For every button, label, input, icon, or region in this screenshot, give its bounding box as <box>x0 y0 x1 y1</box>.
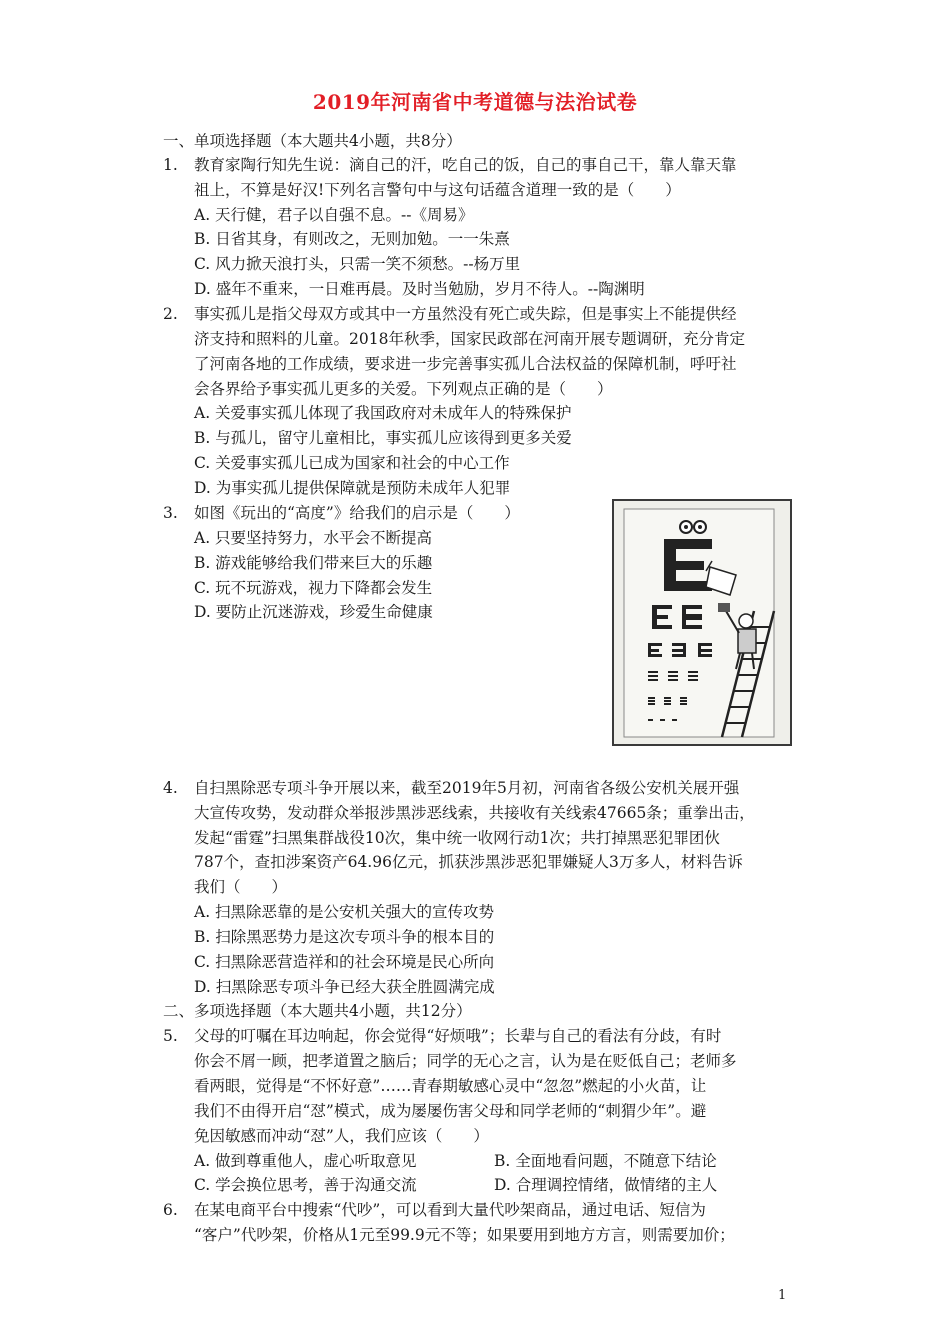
question-number: 6. <box>163 1201 178 1219</box>
question-number: 3. <box>163 504 178 522</box>
question-text-line: 教育家陶行知先生说：滴自己的汗，吃自己的饭，自己的事自己干，靠人靠天靠 <box>194 156 737 174</box>
option-b: B. 与孤儿，留守儿童相比，事实孤儿应该得到更多关爱 <box>194 429 572 447</box>
question-text-line: 我们（ ） <box>194 878 288 896</box>
option-a: A. 天行健，君子以自强不息。--《周易》 <box>194 206 474 224</box>
question-text-line: 发起“雷霆”扫黑集群战役10次，集中统一收网行动1次；共打掉黑恶犯罪团伙 <box>194 829 720 847</box>
question-text-line: 我们不由得开启“怼”模式，成为屡屡伤害父母和同学老师的“刺猬少年”。避 <box>194 1102 707 1120</box>
option-d: D. 合理调控情绪，做情绪的主人 <box>494 1176 718 1194</box>
option-a: A. 关爱事实孤儿体现了我国政府对未成年人的特殊保护 <box>194 404 572 422</box>
option-b: B. 扫除黑恶势力是这次专项斗争的根本目的 <box>194 928 495 946</box>
option-a: A. 做到尊重他人，虚心听取意见 <box>194 1152 417 1170</box>
question-number: 4. <box>163 779 178 797</box>
question-text-line: 济支持和照料的儿童。2018年秋季，国家民政部在河南开展专题调研，充分肯定 <box>194 330 745 348</box>
option-c: C. 关爱事实孤儿已成为国家和社会的中心工作 <box>194 454 510 472</box>
question-number: 2. <box>163 305 178 323</box>
option-c: C. 风力掀天浪打头，只需一笑不须愁。--杨万里 <box>194 255 521 273</box>
question-text-line: 大宣传攻势，发动群众举报涉黑涉恶线索，共接收有关线索47665条；重拳出击， <box>194 804 755 822</box>
question-number: 1. <box>163 156 178 174</box>
section-heading-single-choice: 一、单项选择题（本大题共4小题，共8分） <box>163 132 462 150</box>
question-text-line: 如图《玩出的“高度”》给我们的启示是（ ） <box>194 504 520 522</box>
question-number: 5. <box>163 1027 178 1045</box>
question-text-line: 事实孤儿是指父母双方或其中一方虽然没有死亡或失踪，但是事实上不能提供经 <box>194 305 737 323</box>
question-text-line: 了河南各地的工作成绩，要求进一步完善事实孤儿合法权益的保障机制，呼吁社 <box>194 355 737 373</box>
question-text-line: 787个，查扣涉案资产64.96亿元，抓获涉黑涉恶犯罪嫌疑人3万多人，材料告诉 <box>194 853 743 871</box>
option-d: D. 盛年不重来，一日难再晨。及时当勉励，岁月不待人。--陶渊明 <box>194 280 645 298</box>
question-text-line: 在某电商平台中搜索“代吵”，可以看到大量代吵架商品，通过电话、短信为 <box>194 1201 706 1219</box>
option-c: C. 玩不玩游戏，视力下降都会发生 <box>194 579 433 597</box>
question-text-line: 自扫黑除恶专项斗争开展以来，截至2019年5月初，河南省各级公安机关展开强 <box>194 779 740 797</box>
eye-chart-cartoon-image <box>612 499 792 746</box>
option-c: C. 扫黑除恶营造祥和的社会环境是民心所向 <box>194 953 495 971</box>
question-text-line: 看两眼，觉得是“不怀好意”……青春期敏感心灵中“忽忽”燃起的小火苗，让 <box>194 1077 707 1095</box>
question-text-line: 祖上，不算是好汉!下列名言警句中与这句话蕴含道理一致的是（ ） <box>194 181 681 199</box>
question-text-line: 会各界给予事实孤儿更多的关爱。下列观点正确的是（ ） <box>194 380 613 398</box>
section-heading-multiple-choice: 二、多项选择题（本大题共4小题，共12分） <box>163 1002 472 1020</box>
question-text-line: “客户”代吵架，价格从1元至99.9元不等；如果要用到地方方言，则需要加价； <box>194 1226 735 1244</box>
option-d: D. 要防止沉迷游戏，珍爱生命健康 <box>194 603 433 621</box>
question-text-line: 你会不屑一顾，把孝道置之脑后；同学的无心之言，认为是在贬低自己；老师多 <box>194 1052 737 1070</box>
exam-title: 2019年河南省中考道德与法治试卷 <box>312 90 638 114</box>
page-number: 1 <box>778 1288 787 1303</box>
question-text-line: 免因敏感而冲动“怼”人，我们应该（ ） <box>194 1127 489 1145</box>
option-b: B. 全面地看问题，不随意下结论 <box>494 1152 717 1170</box>
option-a: A. 扫黑除恶靠的是公安机关强大的宣传攻势 <box>194 903 495 921</box>
option-d: D. 扫黑除恶专项斗争已经大获全胜圆满完成 <box>194 978 495 996</box>
question-text-line: 父母的叮嘱在耳边响起，你会觉得“好烦哦”；长辈与自己的看法有分歧，有时 <box>194 1027 722 1045</box>
option-a: A. 只要坚持努力，水平会不断提高 <box>194 529 433 547</box>
option-c: C. 学会换位思考，善于沟通交流 <box>194 1176 417 1194</box>
option-b: B. 日省其身，有则改之，无则加勉。一一朱熹 <box>194 230 510 248</box>
option-d: D. 为事实孤儿提供保障就是预防未成年人犯罪 <box>194 479 511 497</box>
option-b: B. 游戏能够给我们带来巨大的乐趣 <box>194 554 433 572</box>
